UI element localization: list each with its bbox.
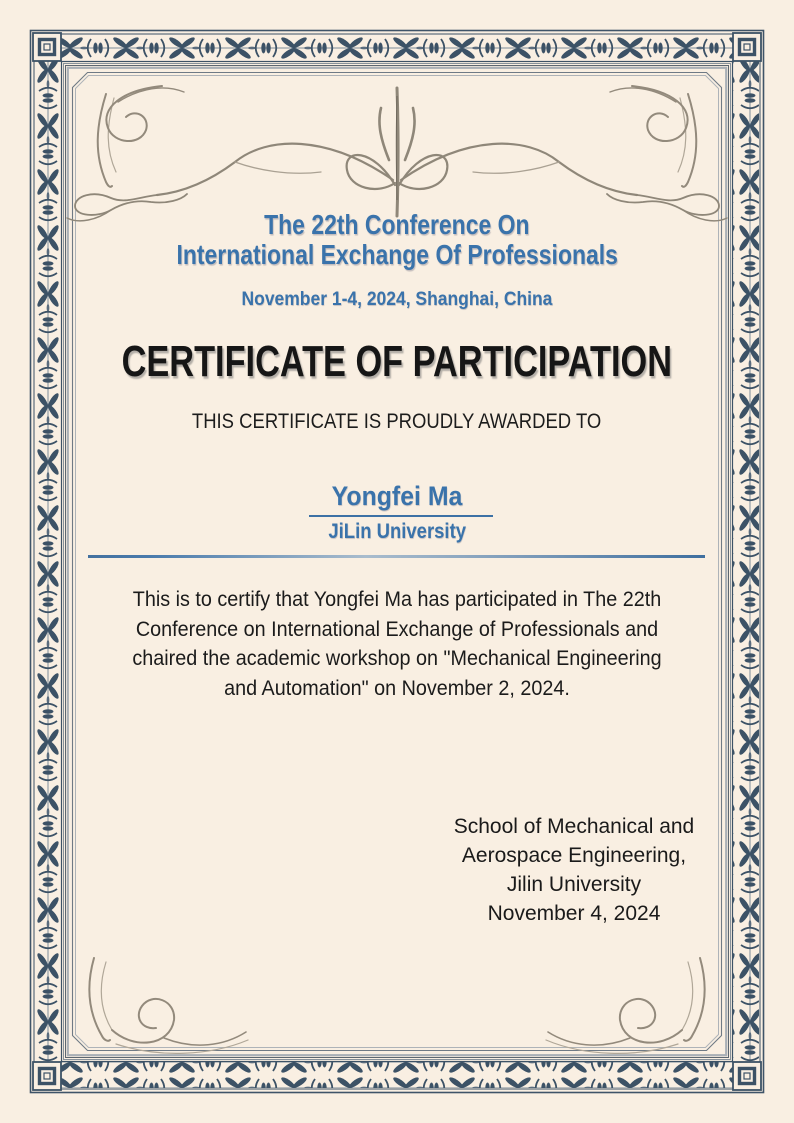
top-center-flourish-icon	[67, 88, 727, 221]
recipient-name-underline	[309, 515, 493, 517]
bottom-right-flourish-icon	[546, 958, 705, 1053]
award-intro: THIS CERTIFICATE IS PROUDLY AWARDED TO	[192, 410, 602, 433]
signature-line: Aerospace Engineering,	[461, 844, 687, 867]
top-right-flourish-icon	[610, 86, 696, 187]
recipient-affiliation: JiLin University	[328, 520, 466, 543]
signature-line: School of Mechanical and	[453, 815, 695, 838]
signature-line: Jilin University	[506, 873, 642, 896]
signature-block	[454, 812, 695, 928]
section-divider-rule	[88, 555, 705, 558]
certificate-heading: CERTIFICATE OF PARTICIPATION	[121, 337, 673, 386]
certification-statement	[132, 585, 661, 703]
statement-line: chaired the academic workshop on "Mechanical Engineering	[132, 646, 662, 670]
recipient-name: Yongfei Ma	[331, 481, 463, 511]
top-left-flourish-icon	[98, 86, 184, 187]
signature-line: November 4, 2024	[487, 902, 661, 925]
bottom-left-flourish-icon	[89, 958, 248, 1053]
statement-line: Conference on International Exchange of Professionals and	[135, 616, 659, 641]
statement-line: This is to certify that Yongfei Ma has participated in The 22th	[132, 587, 662, 611]
statement-line: and Automation" on November 2, 2024.	[224, 675, 570, 700]
conference-title-line2: International Exchange Of Professionals	[176, 239, 618, 270]
event-details: November 1-4, 2024, Shanghai, China	[241, 289, 553, 310]
conference-title-line1: The 22th Conference On	[264, 209, 530, 240]
